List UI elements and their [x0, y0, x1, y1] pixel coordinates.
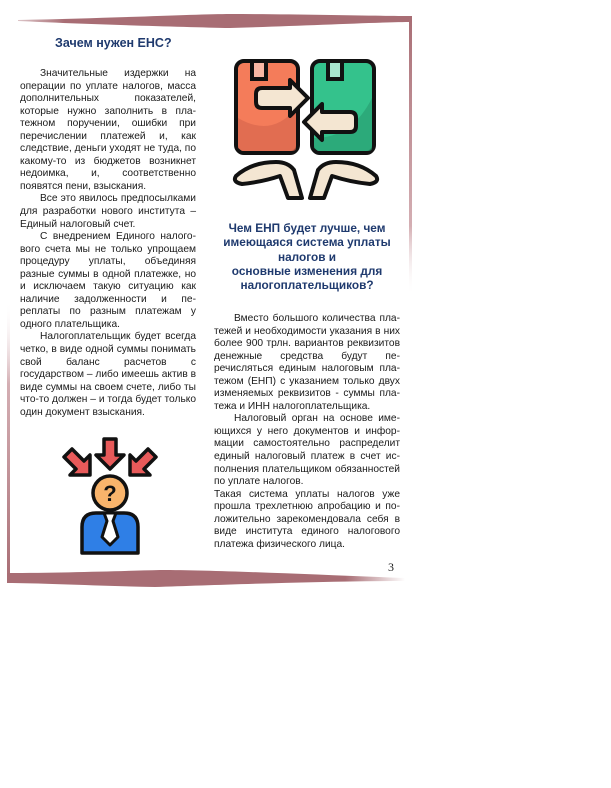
confused-person-question-icon: [58, 437, 162, 555]
payment-exchange-hands-icon: [232, 58, 380, 203]
right-heading-line: налогов и: [278, 249, 336, 264]
arrow-down-shape: [96, 439, 124, 469]
arrow-diag-left-shape: [64, 449, 90, 475]
right-heading-line: имеющаяся система уплаты: [223, 235, 391, 250]
right-border: [409, 16, 412, 296]
right-paragraph: Такая система уплаты налогов уже прошла трехлетнюю апробацию и положительно зарекомендовала себя в виде института единого налогового платежа физического лица.: [214, 488, 400, 550]
left-column-text: [20, 68, 196, 419]
left-hand-shape: [235, 162, 302, 198]
right-heading: [212, 221, 402, 292]
right-column-text: [214, 313, 400, 551]
bottom-ribbon: [7, 570, 405, 587]
left-paragraph: Налогоплательщик будет всегда четко, в виде одной суммы понимать свой баланс расчетов с государством – либо имеешь актив в виде суммы на своем счете, либо ты что-то должен – и тогда будет только один документ взыскания.: [20, 331, 196, 418]
page-number: 3: [388, 560, 394, 574]
left-paragraph: Все это явилось предпосылками для разработки нового института – Единый налоговый счет.: [20, 193, 196, 230]
arrow-diag-right-shape: [130, 449, 156, 475]
top-ribbon: [18, 14, 412, 28]
left-paragraph: Значительные издержки на операции по уплате налогов, масса дополнительных показателей, которые нужно заполнить в платежном поручении, ошибки при перечислении платежей и, как следствие, деньги уходят не туда, по какому-то из бюджетов возникнет недоимка, и, соответственно появятся пени, взыскания.: [20, 68, 196, 192]
right-heading-line: основные изменения для: [231, 263, 383, 278]
right-heading-line: Чем ЕНП будет лучше, чем: [228, 221, 386, 235]
right-paragraph: Вместо большого количества платежей и необходимости указания в них более 900 трлн. вариантов реквизитов денежные средства будут перечисляться единым налоговым платежом (ЕНП) с указанием только двух изменяемых реквизитов - суммы платежа и ИНН налогоплательщика.: [214, 313, 400, 412]
right-paragraph: Налоговый орган на основе имеющихся у него документов и информации самостоятельно распределит единый налоговый платеж в счет исполнения плательщиком обязанностей по уплате налогов.: [214, 413, 400, 488]
left-border: [7, 300, 10, 580]
svg-text:?: ?: [103, 481, 117, 506]
right-hand-shape: [310, 162, 377, 198]
tie-shape: [102, 513, 118, 545]
right-heading-line: налогоплательщиков?: [240, 278, 374, 293]
left-paragraph: С внедрением Единого налогового счета мы не только упрощаем процедуру уплаты, объединяя разные суммы в одной платежке, но и исключаем такую ситуацию как наличие задолженности и переплаты по разным платежам у одного плательщика.: [20, 231, 196, 330]
left-heading: Зачем нужен ЕНС?: [55, 36, 172, 50]
